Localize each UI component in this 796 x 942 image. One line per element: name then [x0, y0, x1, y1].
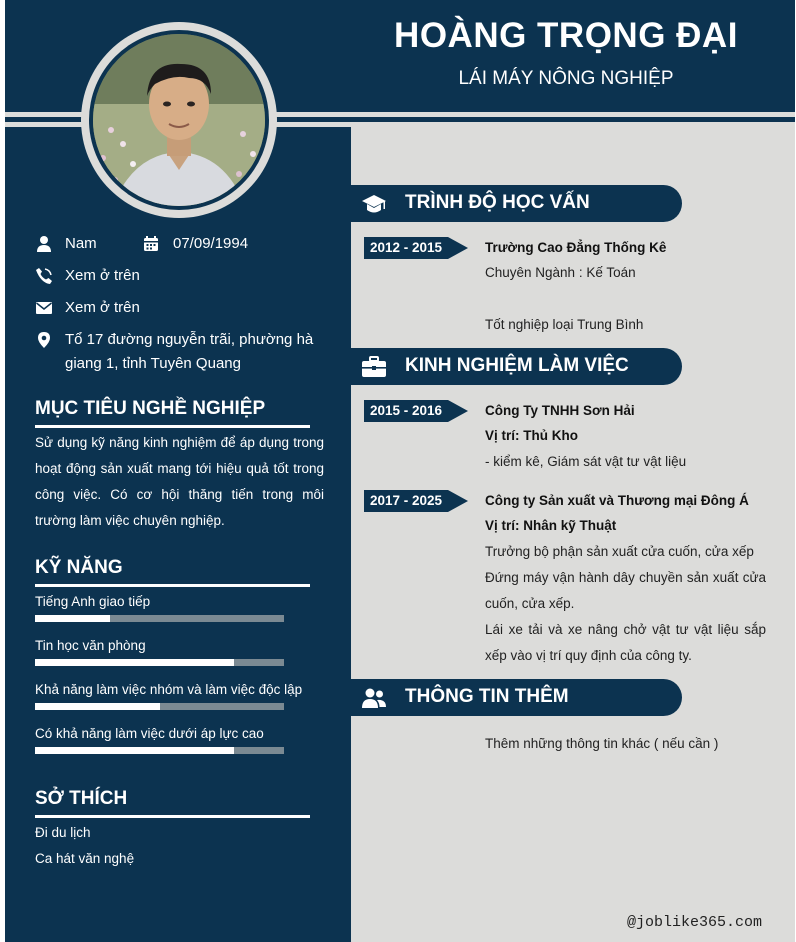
users-icon	[361, 685, 387, 711]
hobbies-heading: SỞ THÍCH	[35, 788, 128, 809]
skill-bar	[35, 747, 284, 754]
objective-heading: MỤC TIÊU NGHỀ NGHIỆP	[35, 398, 266, 419]
extra-heading: THÔNG TIN THÊM	[405, 686, 569, 707]
extra-text: Thêm những thông tin khác ( nếu cần )	[485, 736, 719, 751]
education-heading: TRÌNH ĐỘ HỌC VẤN	[405, 192, 590, 213]
education-period: 2012 - 2015	[370, 240, 443, 255]
job-period-tag	[364, 400, 468, 422]
job-duty: Lái xe tải và xe nâng chở vật tư vật liệu sắp xếp vào vị trí quy định của công ty.	[485, 622, 766, 663]
hobby-item: Đi du lịch	[35, 825, 91, 840]
skill-bar-fill	[35, 615, 110, 622]
job-position: Vị trí: Thủ Kho	[485, 428, 578, 443]
phone-icon	[35, 267, 53, 285]
skill-bar-fill	[35, 703, 160, 710]
job-period-tag	[364, 490, 468, 512]
mail-icon	[35, 299, 53, 317]
address-value: Tổ 17 đường nguyễn trãi, phường hà giang 1, tỉnh Tuyên Quang	[65, 331, 314, 372]
job-position: Vị trí: Nhân kỹ Thuật	[485, 518, 617, 533]
job-duty: Đứng máy vận hành dây chuyền sản xuất cửa cuốn, cửa xếp.	[485, 570, 766, 611]
experience-heading: KINH NGHIỆM LÀM VIỆC	[405, 355, 629, 376]
skill-bar	[35, 615, 284, 622]
experience-section-bar	[351, 348, 682, 385]
education-section-bar	[351, 185, 682, 222]
avatar	[93, 34, 265, 206]
skill-bar	[35, 659, 284, 666]
education-grade: Tốt nghiệp loại Trung Bình	[485, 317, 644, 332]
hobbies-divider	[35, 815, 310, 818]
education-period-tag	[364, 237, 468, 259]
skill-label: Tiếng Anh giao tiếp	[35, 594, 151, 609]
job-title: LÁI MÁY NÔNG NGHIỆP	[458, 68, 674, 89]
watermark: @joblike365.com	[627, 914, 763, 931]
briefcase-icon	[361, 354, 387, 380]
education-major: Chuyên Ngành : Kế Toán	[485, 265, 636, 280]
job-duty: Trưởng bộ phận sản xuất cửa cuốn, cửa xếp	[485, 544, 754, 559]
objective-text: Sử dụng kỹ năng kinh nghiệm để áp dụng trong hoạt động sản xuất mang tới hiệu quả tốt trong công việc. Có cơ hội thăng tiến trong môi trường làm việc chuyên nghiệp.	[35, 435, 324, 528]
skill-bar-fill	[35, 747, 234, 754]
job-period: 2017 - 2025	[370, 493, 443, 508]
extra-section-bar	[351, 679, 682, 716]
skill-bar	[35, 703, 284, 710]
email-value: Xem ở trên	[65, 299, 140, 316]
skill-label: Có khả năng làm việc dưới áp lực cao	[35, 726, 264, 741]
hobby-item: Ca hát văn nghệ	[35, 851, 135, 866]
location-icon	[35, 331, 53, 349]
objective-divider	[35, 425, 310, 428]
skill-label: Khả năng làm việc nhóm và làm việc độc lập	[35, 682, 303, 697]
skills-heading: KỸ NĂNG	[35, 557, 123, 578]
job-company: Công ty Sản xuất và Thương mại Đông Á	[485, 493, 749, 508]
calendar-icon	[142, 235, 160, 253]
job-duty: - kiểm kê, Giám sát vật tư vật liệu	[485, 454, 687, 469]
candidate-name: HOÀNG TRỌNG ĐẠI	[394, 16, 738, 55]
birthday-value: 07/09/1994	[173, 235, 249, 252]
gender-value: Nam	[65, 235, 97, 252]
skill-label: Tin học văn phòng	[35, 638, 146, 653]
skills-divider	[35, 584, 310, 587]
user-icon	[35, 235, 53, 253]
phone-value: Xem ở trên	[65, 267, 140, 284]
graduation-cap-icon	[361, 191, 387, 217]
education-school: Trường Cao Đẳng Thống Kê	[485, 240, 667, 255]
job-period: 2015 - 2016	[370, 403, 443, 418]
cv-page	[5, 0, 795, 942]
skill-bar-fill	[35, 659, 234, 666]
job-company: Công Ty TNHH Sơn Hải	[485, 403, 635, 418]
